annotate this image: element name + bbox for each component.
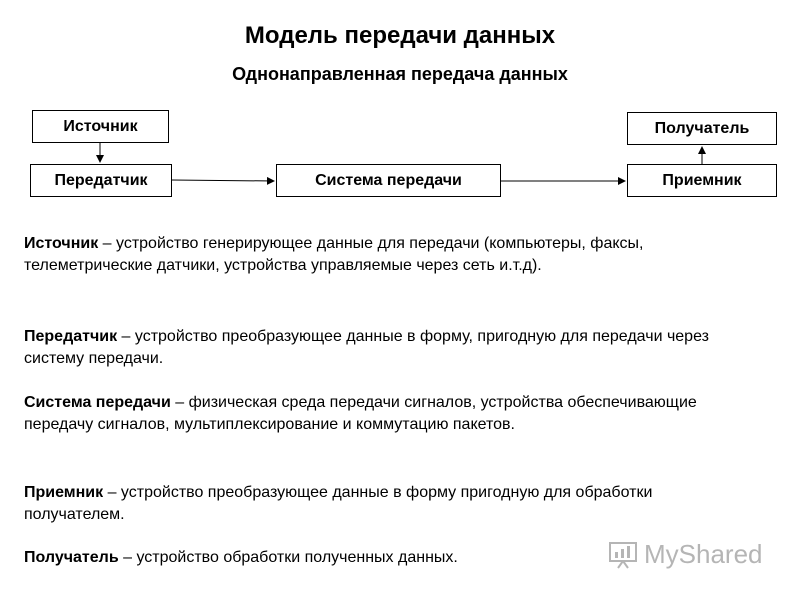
watermark-logo bbox=[608, 537, 763, 571]
destination-box: Получатель bbox=[627, 112, 777, 145]
definition-term: Источник bbox=[24, 235, 99, 252]
definition-text: – физическая среда передачи сигналов, устройства обеспечивающие передачу сигналов, мультиплексирование и коммутацию пакетов. bbox=[24, 394, 697, 433]
definition-term: Приемник bbox=[24, 484, 104, 501]
definition-text: – устройство генерирующее данные для передачи (компьютеры, факсы, телеметрические датчики, устройства управляемые через сеть и.т.д). bbox=[24, 235, 644, 274]
presentation-chart-icon bbox=[608, 539, 638, 569]
source-box: Источник bbox=[32, 110, 169, 143]
transmitter-box: Передатчик bbox=[30, 164, 172, 197]
definition-term: Получатель bbox=[24, 549, 119, 566]
definition-term: Система передачи bbox=[24, 394, 171, 411]
receiver-box: Приемник bbox=[627, 164, 777, 197]
definition-text: – устройство преобразующее данные в форму, пригодную для передачи через систему передачи. bbox=[24, 328, 709, 367]
definition-source bbox=[24, 233, 744, 277]
definition-text: – устройство преобразующее данные в форму пригодную для обработки получателем. bbox=[24, 484, 653, 523]
transmission-system-box: Система передачи bbox=[276, 164, 501, 197]
definition-system bbox=[24, 392, 724, 436]
watermark-text: MyShared bbox=[644, 538, 763, 569]
definition-receiver bbox=[24, 482, 744, 526]
slide-title: Модель передачи данных bbox=[244, 22, 556, 49]
slide-subtitle: Однонаправленная передача данных bbox=[232, 64, 568, 84]
definition-term: Передатчик bbox=[24, 328, 118, 345]
arrow-transmitter-to-system bbox=[172, 180, 274, 181]
definition-text: – устройство обработки полученных данных. bbox=[118, 549, 458, 566]
definition-transmitter bbox=[24, 326, 744, 370]
